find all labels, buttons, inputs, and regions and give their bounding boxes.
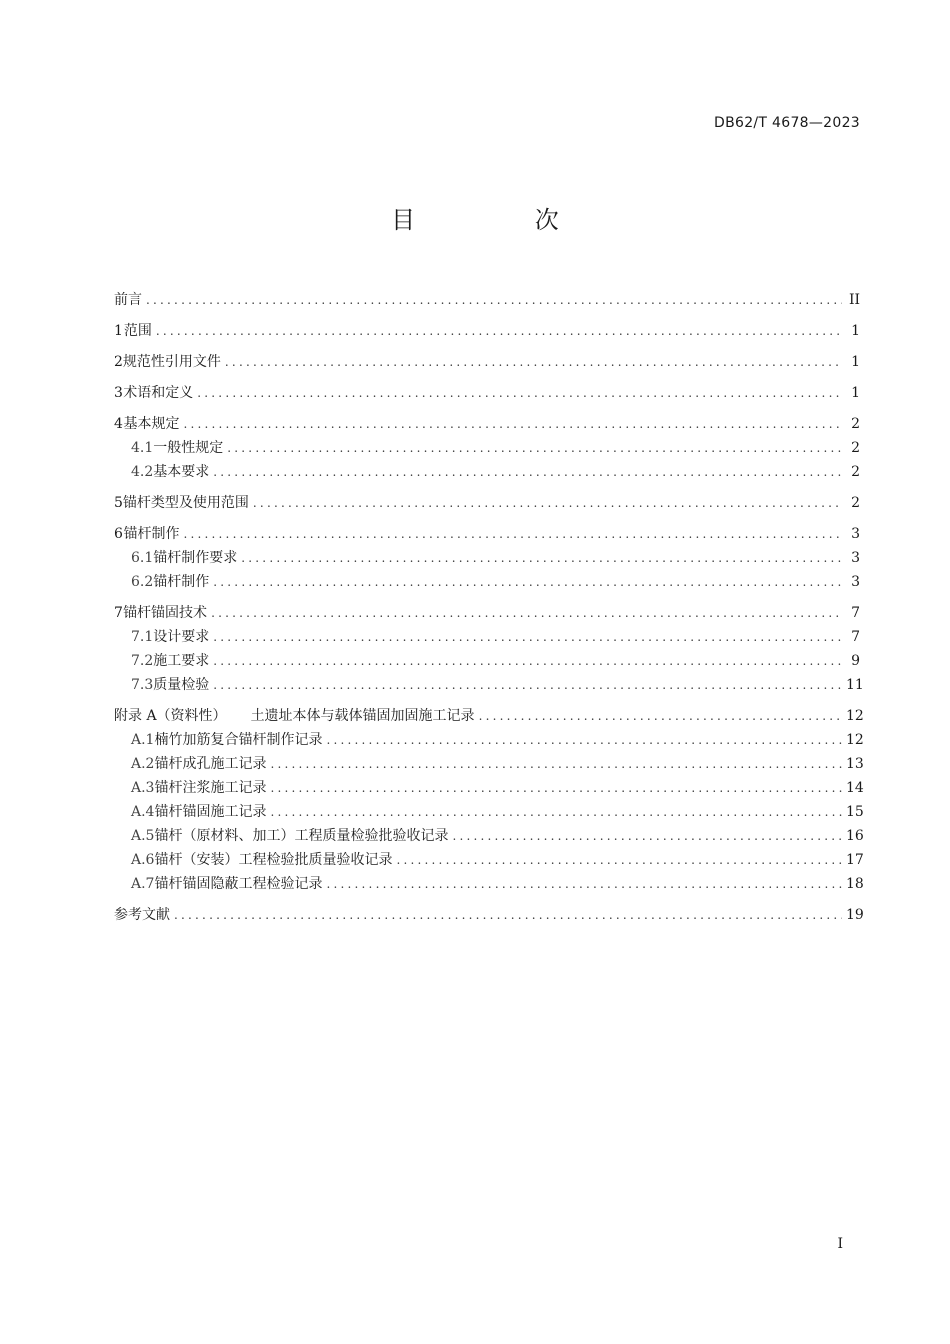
toc-entry-label: 土遗址本体与载体锚固加固施工记录 xyxy=(250,708,475,724)
leader-dots xyxy=(241,546,842,570)
toc-entry-label: 楠竹加筋复合锚杆制作记录 xyxy=(154,732,323,748)
leader-dots xyxy=(396,848,842,872)
leader-dots xyxy=(270,776,842,800)
toc-entry-page: 1 xyxy=(851,385,860,401)
leader-dots xyxy=(146,288,842,312)
toc-entry-number: 5 xyxy=(114,495,123,511)
toc-entry-page: 7 xyxy=(851,605,860,621)
page-title: 目 次 xyxy=(391,206,615,234)
toc-entry-number: 4.1 xyxy=(131,440,154,456)
page-number: I xyxy=(837,1236,843,1252)
toc-entry-7-3[interactable] xyxy=(114,673,864,697)
toc-entry-label: 一般性规定 xyxy=(153,440,224,456)
toc-entry-page: 12 xyxy=(846,732,864,748)
leader-dots xyxy=(211,601,842,625)
toc-entry-number: A.2 xyxy=(131,756,155,772)
toc-entry-a-3[interactable] xyxy=(114,776,864,800)
toc-entry-label: 前言 xyxy=(114,292,142,308)
toc-entry-foreword[interactable] xyxy=(114,288,860,312)
toc-entry-label: 锚杆成孔施工记录 xyxy=(154,756,267,772)
leader-dots xyxy=(213,460,842,484)
leader-dots xyxy=(253,491,842,515)
toc-entry-3[interactable] xyxy=(114,381,860,405)
toc-entry-2[interactable] xyxy=(114,350,860,374)
toc-entry-a-2[interactable] xyxy=(114,752,864,776)
toc-entry-label: 锚杆类型及使用范围 xyxy=(122,495,249,511)
toc-entry-a-6[interactable] xyxy=(114,848,864,872)
toc-entry-number: A.6 xyxy=(131,852,155,868)
toc-entry-page: 3 xyxy=(851,526,860,542)
toc-entry-7[interactable] xyxy=(114,601,860,625)
leader-dots xyxy=(197,381,842,405)
toc-entry-4-2[interactable] xyxy=(114,460,860,484)
leader-dots xyxy=(326,728,842,752)
toc-entry-label: 设计要求 xyxy=(153,629,210,645)
toc-entry-page: 3 xyxy=(851,574,860,590)
toc-entry-references[interactable] xyxy=(114,903,864,927)
toc-entry-label: 范围 xyxy=(123,323,152,339)
toc-entry-page: 3 xyxy=(851,550,860,566)
leader-dots xyxy=(326,872,842,896)
toc-entry-number: 附录 A（资料性） xyxy=(114,708,227,724)
toc-entry-4[interactable] xyxy=(114,412,860,436)
toc-entry-page: 17 xyxy=(846,852,864,868)
toc-entry-label: 锚杆（原材料、加工）工程质量检验批验收记录 xyxy=(154,828,449,844)
leader-dots xyxy=(452,824,842,848)
leader-dots xyxy=(213,673,842,697)
toc-entry-7-1[interactable] xyxy=(114,625,860,649)
leader-dots xyxy=(174,903,842,927)
toc-entry-number: 1 xyxy=(114,323,123,339)
leader-dots xyxy=(183,522,842,546)
toc-entry-a-1[interactable] xyxy=(114,728,864,752)
toc-entry-label: 参考文献 xyxy=(114,907,170,923)
leader-dots xyxy=(270,752,842,776)
leader-dots xyxy=(227,436,842,460)
toc-entry-6[interactable] xyxy=(114,522,860,546)
toc-entry-a-5[interactable] xyxy=(114,824,864,848)
toc-entry-page: 11 xyxy=(846,677,864,693)
toc-entry-number: A.5 xyxy=(131,828,155,844)
toc-entry-number: 7.2 xyxy=(131,653,154,669)
toc-entry-label: 基本规定 xyxy=(123,416,180,432)
toc-entry-number: 4 xyxy=(114,416,123,432)
toc-entry-a-4[interactable] xyxy=(114,800,864,824)
toc-entry-label: 锚杆制作 xyxy=(153,574,210,590)
toc-entry-label: 基本要求 xyxy=(153,464,210,480)
toc-entry-label: 锚杆注浆施工记录 xyxy=(154,780,267,796)
toc-entry-a-7[interactable] xyxy=(114,872,864,896)
toc-entry-4-1[interactable] xyxy=(114,436,860,460)
leader-dots xyxy=(156,319,842,343)
toc-entry-number: 7.3 xyxy=(131,677,154,693)
leader-dots xyxy=(270,800,842,824)
toc-entry-6-1[interactable] xyxy=(114,546,860,570)
toc-entry-label: 锚杆锚固隐蔽工程检验记录 xyxy=(154,876,323,892)
toc-entry-number: A.7 xyxy=(131,876,155,892)
toc-entry-page: 16 xyxy=(846,828,864,844)
toc-entry-page: 2 xyxy=(851,440,860,456)
toc-entry-number: A.4 xyxy=(131,804,155,820)
toc-entry-appendix-a[interactable] xyxy=(114,704,864,728)
toc-entry-label: 质量检验 xyxy=(153,677,210,693)
toc-entry-page: 14 xyxy=(846,780,864,796)
toc-entry-page: 2 xyxy=(851,495,860,511)
toc-entry-page: 1 xyxy=(851,323,860,339)
toc-entry-page: 19 xyxy=(846,907,864,923)
toc-entry-page: 13 xyxy=(846,756,864,772)
leader-dots xyxy=(479,704,842,728)
toc-entry-number: 7 xyxy=(114,605,123,621)
toc-entry-number: 4.2 xyxy=(131,464,154,480)
toc-entry-page: 1 xyxy=(851,354,860,370)
toc-entry-label: 规范性引用文件 xyxy=(122,354,221,370)
leader-dots xyxy=(213,570,842,594)
toc-entry-5[interactable] xyxy=(114,491,860,515)
toc-entry-number: 6.2 xyxy=(131,574,154,590)
toc-entry-1[interactable] xyxy=(114,319,860,343)
toc-entry-label: 锚杆锚固施工记录 xyxy=(154,804,267,820)
leader-dots xyxy=(225,350,842,374)
toc-entry-7-2[interactable] xyxy=(114,649,860,673)
leader-dots xyxy=(183,412,842,436)
toc-entry-page: 7 xyxy=(851,629,860,645)
toc-entry-number: 3 xyxy=(114,385,123,401)
toc-entry-page: 15 xyxy=(846,804,864,820)
toc-entry-label: 锚杆锚固技术 xyxy=(123,605,208,621)
leader-dots xyxy=(213,625,842,649)
toc-entry-number: A.1 xyxy=(131,732,155,748)
toc-entry-page: 12 xyxy=(846,708,864,724)
toc-entry-page: 2 xyxy=(851,416,860,432)
toc-entry-label: 锚杆（安装）工程检验批质量验收记录 xyxy=(154,852,393,868)
toc-entry-page: II xyxy=(848,292,860,308)
toc-entry-number: 2 xyxy=(114,354,123,370)
toc-entry-page: 2 xyxy=(851,464,860,480)
toc-entry-6-2[interactable] xyxy=(114,570,860,594)
leader-dots xyxy=(213,649,842,673)
toc-entry-label: 施工要求 xyxy=(153,653,210,669)
table-of-contents xyxy=(114,288,864,927)
toc-entry-label: 术语和定义 xyxy=(123,385,194,401)
toc-entry-page: 18 xyxy=(846,876,864,892)
toc-entry-label: 锚杆制作要求 xyxy=(153,550,238,566)
toc-entry-number: A.3 xyxy=(131,780,155,796)
toc-entry-label: 锚杆制作 xyxy=(123,526,180,542)
toc-entry-number: 6.1 xyxy=(131,550,154,566)
document-code: DB62/T 4678—2023 xyxy=(714,115,860,131)
toc-entry-page: 9 xyxy=(851,653,860,669)
toc-entry-number: 6 xyxy=(114,526,123,542)
toc-entry-number: 7.1 xyxy=(131,629,154,645)
